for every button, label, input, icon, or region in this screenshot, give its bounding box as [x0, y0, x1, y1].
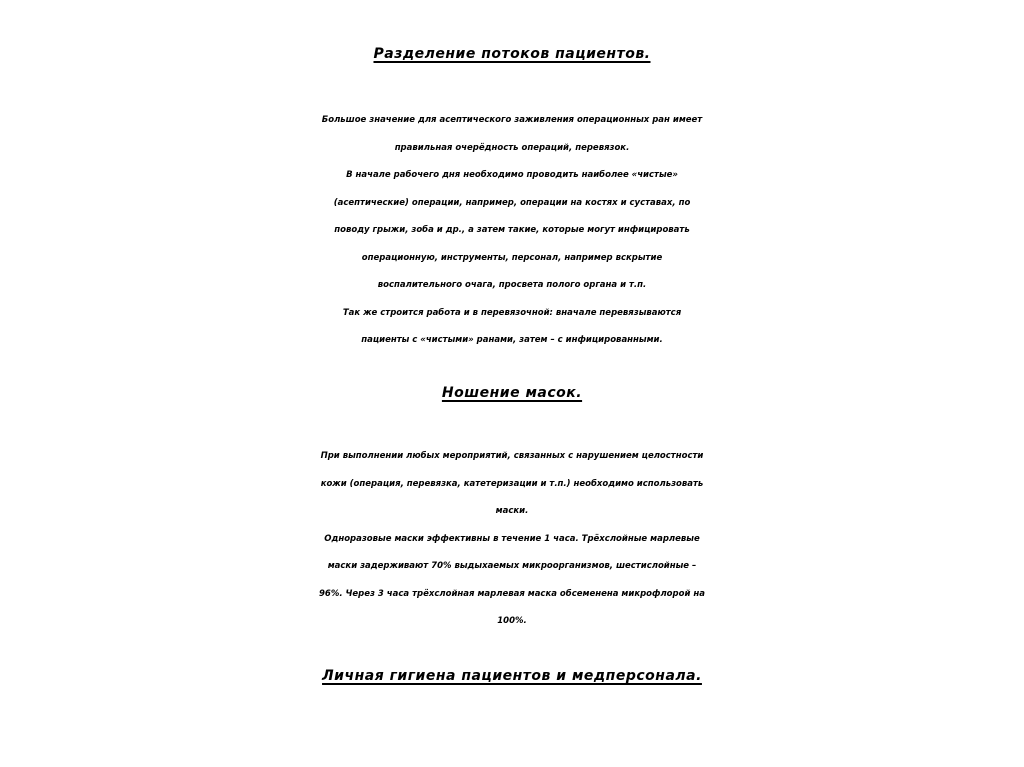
text-line: поводу грыжи, зоба и др., а затем такие, которые могут инфицировать [334, 225, 690, 235]
text-line: Так же строится работа и в перевязочной: вначале перевязываются [342, 307, 682, 318]
text-line: кожи (операция, перевязка, катетеризации и т.п.) необходимо использовать [320, 478, 704, 489]
text-line: Большое значение для асептического заживления операционных ран имеет [321, 115, 703, 125]
text-line: маски задерживают 70% выдыхаемых микроорганизмов, шестислойные – [327, 561, 697, 571]
text-line: маски. [495, 506, 529, 516]
section-heading-personal-hygiene: Личная гигиена пациентов и медперсонала. [322, 668, 702, 684]
text-line: (асептические) операции, например, операции на костях и суставах, по [333, 197, 691, 208]
text-line: Одноразовые маски эффективны в течение 1 часа. Трёхслойные марлевые [324, 533, 700, 544]
text-line: При выполнении любых мероприятий, связанных с нарушением целостности [320, 451, 704, 461]
section-heading-masks: Ношение масок. [441, 385, 583, 401]
text-line: В начале рабочего дня необходимо проводить наиболее «чистые» [346, 170, 678, 180]
paragraph-patient-flow [0, 107, 1024, 355]
text-line: операционную, инструменты, персонал, например вскрытие [361, 252, 663, 263]
text-line: воспалительного очага, просвета полого органа и т.п. [377, 280, 647, 290]
text-line: 100%. [497, 616, 527, 626]
section-heading-patient-flow: Разделение потоков пациентов. [373, 46, 651, 62]
text-line: 96%. Через 3 часа трёхслойная марлевая маска обсеменена микрофлорой на [319, 588, 705, 599]
text-line: пациенты с «чистыми» ранами, затем – с инфицированными. [361, 335, 663, 345]
text-line: правильная очерёдность операций, перевязок. [394, 142, 630, 153]
paragraph-masks [0, 443, 1024, 636]
